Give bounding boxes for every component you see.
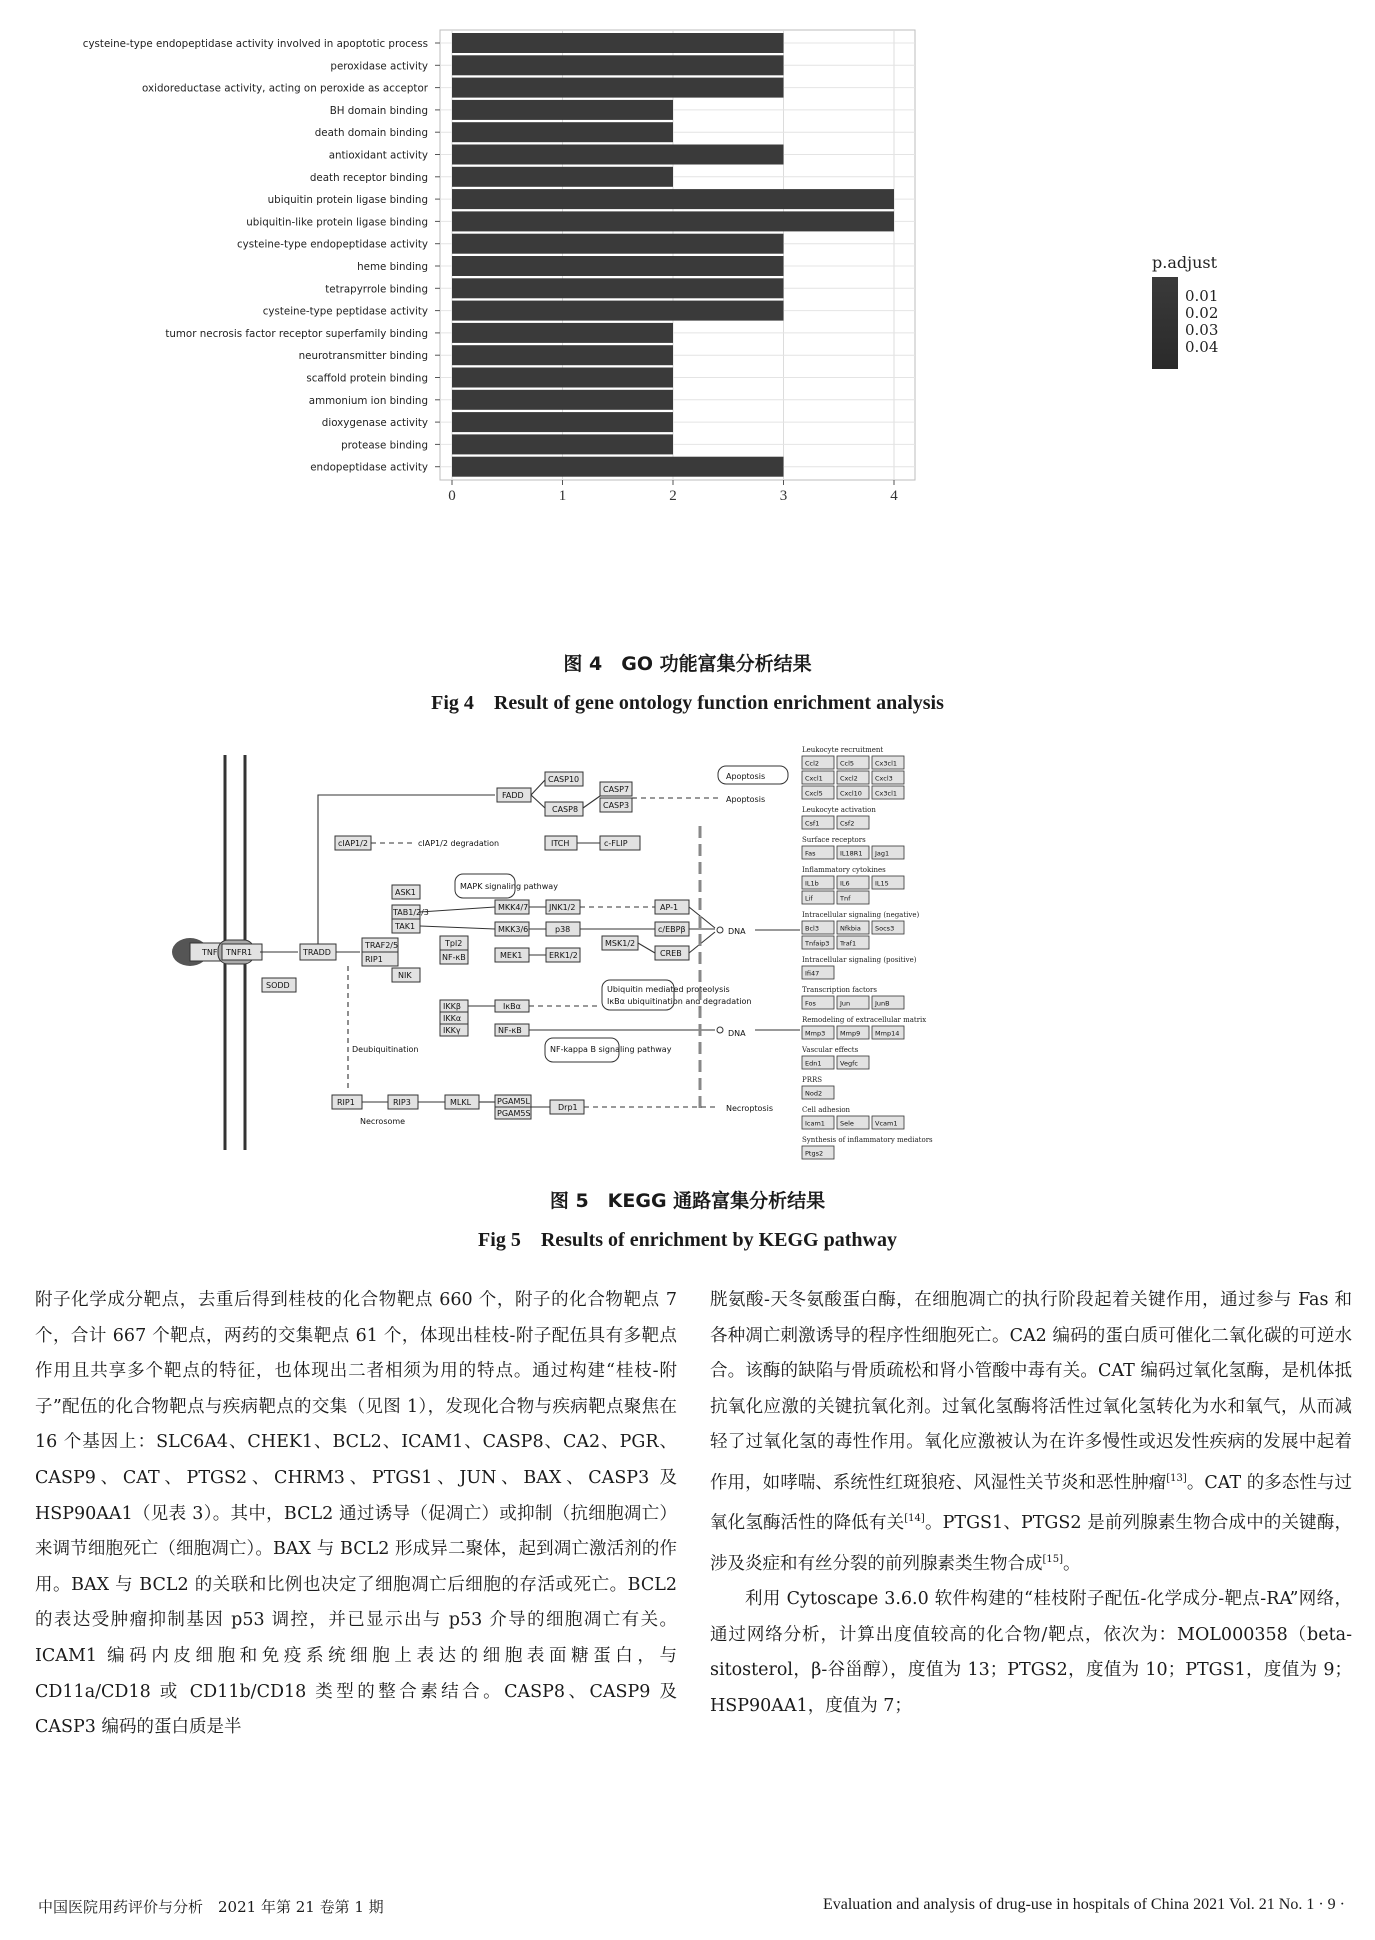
- gene-label: Mmp14: [875, 1029, 900, 1038]
- bar: [452, 323, 673, 343]
- para1-text-b: 。CAT 的多态性与过氧化氢酶活性的降低有关: [710, 1472, 1352, 1534]
- side-section-title: PRRS: [802, 1076, 823, 1084]
- node-ap1-label: AP-1: [660, 903, 679, 912]
- node-jnk-label: JNK1/2: [549, 903, 576, 912]
- gene-label: Tnf: [840, 894, 851, 903]
- node-rip1-label: RIP1: [365, 955, 383, 964]
- side-section-title: Surface receptors: [802, 836, 866, 844]
- bar: [452, 78, 784, 98]
- category-label: protease binding: [341, 439, 428, 452]
- node-tradd-label: TRADD: [303, 948, 331, 957]
- ciap-degradation-label: cIAP1/2 degradation: [418, 839, 500, 848]
- node-itch-label: ITCH: [551, 839, 570, 848]
- gene-label: Sele: [840, 1119, 854, 1128]
- gene-label: Csf2: [840, 819, 855, 828]
- node-msk-label: MSK1/2: [605, 939, 636, 948]
- left-column-text: 附子化学成分靶点，去重后得到桂枝的化合物靶点 660 个，附子的化合物靶点 7 个，合计 667 个靶点，两药的交集靶点 61 个，体现出桂枝-附子配伍具有多靶点作用且共享多个靶点的特征，也体现出二者相须为用的特点。通过构建“桂枝-附子”配伍的化合物靶点与疾病靶点的交集（见图 1），发现化合物与疾病靶点聚焦在 16 个基因上：SLC6A4、CHEK1、BCL2、ICAM1、CASP8、CA2、PGR、CASP9、CAT、PTGS2、CHRM3、PTGS1、JUN、BAX、CASP3 及 HSP90AA1（见表 3）。其中，BCL2 通过诱导（促凋亡）或抑制（抗细胞凋亡）来调节细胞死亡（细胞凋亡）。BAX 与 BCL2 形成异二聚体，起到凋亡激活剂的作用。BAX 与 BCL2 的关联和比例也决定了细胞凋亡后细胞的存活或死亡。BCL2 的表达受肿瘤抑制基因 p53 调控，并已显示出与 p53 介导的细胞凋亡有关。ICAM1 编码内皮细胞和免疫系统细胞上表达的细胞表面糖蛋白，与 CD11a/CD18 或 CD11b/CD18 类型的整合素结合。CASP8、CASP9 及 CASP3 编码的蛋白质是半: [35, 1290, 677, 1738]
- node-nfkb1-label: NF-κB: [442, 953, 466, 962]
- category-label: neurotransmitter binding: [298, 350, 428, 363]
- category-label: oxidoreductase activity, acting on peroxide as acceptor: [142, 82, 428, 95]
- side-section-title: Leukocyte recruitment: [802, 746, 884, 754]
- node-nfkb2-label: NF-κB: [498, 1026, 522, 1035]
- gene-label: Ccl5: [840, 759, 855, 768]
- bar: [452, 278, 784, 298]
- bar: [452, 167, 673, 187]
- gene-label: Cx3cl1: [875, 759, 898, 768]
- para1-text-c: 。PTGS1、PTGS2 是前列腺素生物合成中的关键酶，涉及炎症和有丝分裂的前列腺素类生物合成: [710, 1513, 1352, 1574]
- node-tnfr1-label: TNFR1: [226, 948, 253, 957]
- gene-label: JunB: [875, 999, 890, 1008]
- node-sodd-label: SODD: [266, 981, 290, 990]
- category-label: ubiquitin-like protein ligase binding: [246, 216, 428, 229]
- node-casp7-label: CASP7: [603, 785, 630, 794]
- node-rip3-label: RIP3: [393, 1098, 411, 1107]
- side-section-title: Leukocyte activation: [802, 806, 876, 814]
- bar: [452, 390, 673, 410]
- footer-journal-cn: 中国医院用药评价与分析 2021 年第 21 卷第 1 期: [38, 1898, 384, 1916]
- category-label: heme binding: [357, 261, 428, 273]
- category-label: peroxidase activity: [330, 60, 428, 73]
- gene-label: Cxcl10: [840, 789, 862, 798]
- gene-label: Mmp9: [840, 1029, 861, 1038]
- category-label: tetrapyrrole binding: [325, 283, 428, 296]
- bar: [452, 122, 673, 142]
- legend-tick-label: 0.01: [1185, 287, 1219, 305]
- node-mkk47-label: MKK4/7: [498, 903, 529, 912]
- side-section-title: Cell adhesion: [802, 1106, 851, 1114]
- node-pgam-label: PGAM5L: [497, 1097, 530, 1106]
- bar: [452, 256, 784, 276]
- legend-tick-label: 0.02: [1185, 304, 1219, 322]
- gene-label: Vcam1: [875, 1119, 898, 1128]
- apoptosis-label: Apoptosis: [726, 795, 766, 804]
- gene-label: Cxcl3: [875, 774, 893, 783]
- gene-label: Vegfc: [840, 1059, 858, 1068]
- side-section-title: Synthesis of inflammatory mediators: [802, 1136, 933, 1144]
- node-mkk36-label: MKK3/6: [498, 925, 529, 934]
- gene-label: Mmp3: [805, 1029, 826, 1038]
- category-label: death domain binding: [314, 127, 428, 140]
- go-bar-chart: [0, 0, 1375, 625]
- node-creb-label: CREB: [660, 949, 682, 958]
- node-tnf-label: TNF: [202, 948, 218, 957]
- bar: [452, 368, 673, 388]
- node-pgam2-label: PGAM5S: [497, 1109, 531, 1118]
- bar: [452, 345, 673, 365]
- ikba-degradation-label: IκBα ubiquitination and degradation: [607, 997, 752, 1006]
- node-p38-label: p38: [555, 925, 571, 934]
- node-fadd-label: FADD: [502, 791, 524, 800]
- fig5-caption-en: Fig 5 Results of enrichment by KEGG pathway: [478, 1229, 897, 1251]
- bar: [452, 457, 784, 477]
- necroptosis-label: Necroptosis: [726, 1104, 773, 1113]
- bar: [452, 301, 784, 321]
- gene-label: Ifi47: [805, 969, 820, 978]
- node-ikky-label: IKKγ: [443, 1026, 461, 1035]
- gene-label: Ptgs2: [805, 1149, 824, 1158]
- category-label: antioxidant activity: [328, 149, 428, 162]
- category-label: cysteine-type endopeptidase activity involved in apoptotic process: [82, 38, 428, 50]
- bar: [452, 211, 894, 231]
- gene-label: Cxcl5: [805, 789, 823, 798]
- side-section-title: Remodeling of extracellular matrix: [802, 1016, 927, 1024]
- x-tick-label: 1: [558, 488, 567, 504]
- left-column: [35, 1283, 677, 1746]
- bar: [452, 434, 673, 454]
- node-ciap-label: cIAP1/2: [338, 839, 368, 848]
- node-ikba-label: IκBα: [503, 1002, 521, 1011]
- gene-label: Ccl2: [805, 759, 820, 768]
- node-rip1b-label: RIP1: [337, 1098, 355, 1107]
- node-ikka-label: IKKα: [443, 1014, 462, 1023]
- fig4-caption-en: Fig 4 Result of gene ontology function enrichment analysis: [431, 692, 944, 714]
- x-tick-label: 4: [890, 488, 898, 504]
- chart-legend: [1152, 253, 1218, 369]
- node-casp3-label: CASP3: [603, 801, 630, 810]
- gene-label: Nfkbia: [840, 924, 861, 933]
- deubiquitination-label: Deubiquitination: [352, 1045, 419, 1054]
- gene-label: Fas: [805, 849, 816, 858]
- category-label: ubiquitin protein ligase binding: [267, 194, 428, 207]
- bar: [452, 234, 784, 254]
- category-labels: [83, 38, 429, 474]
- dna-label-2: DNA: [728, 1029, 746, 1038]
- bar: [452, 55, 784, 75]
- para1-text-a: 胱氨酸-天冬氨酸蛋白酶，在细胞凋亡的执行阶段起着关键作用，通过参与 Fas 和各种凋亡刺激诱导的程序性细胞死亡。CA2 编码的蛋白质可催化二氧化碳的可逆水合。该酶的缺陷与骨质疏松和肾小管酸中毒有关。CAT 编码过氧化氢酶，是机体抵抗氧化应激的关键抗氧化剂。过氧化氢酶将活性过氧化氢转化为水和氧气，从而减轻了过氧化氢的毒性作用。氧化应激被认为在许多慢性或迟发性疾病的发展中起着作用，如哮喘、系统性红斑狼疮、风湿性关节炎和恶性肿瘤: [710, 1290, 1352, 1493]
- node-drp1-label: Drp1: [558, 1103, 578, 1112]
- nfkb-pathway-label: NF-kappa B signaling pathway: [550, 1045, 672, 1054]
- category-label: tumor necrosis factor receptor superfamily binding: [165, 327, 428, 340]
- right-column-para-1: [710, 1283, 1352, 1582]
- gene-label: IL1b: [805, 879, 819, 888]
- bar: [452, 412, 673, 432]
- gene-label: IL6: [840, 879, 850, 888]
- category-label: BH domain binding: [329, 104, 428, 117]
- side-section-title: Intracellular signaling (negative): [802, 911, 920, 919]
- gene-label: Cxcl2: [840, 774, 858, 783]
- node-tab-label: TAB1/2/3: [393, 908, 429, 917]
- apoptosis-box-label: Apoptosis: [726, 772, 766, 781]
- bar: [452, 100, 673, 120]
- dna-label-1: DNA: [728, 927, 746, 936]
- category-label: dioxygenase activity: [321, 417, 428, 430]
- gene-label: IL15: [875, 879, 889, 888]
- gene-label: Fos: [805, 999, 816, 1008]
- gene-label: Edn1: [805, 1059, 822, 1068]
- ref-15: [15]: [1042, 1553, 1064, 1565]
- fig4-caption-cn: 图 4 GO 功能富集分析结果: [563, 653, 812, 675]
- gene-label: Jun: [840, 999, 851, 1008]
- node-ask1-label: ASK1: [395, 888, 416, 897]
- gene-label: Cxcl1: [805, 774, 823, 783]
- kegg-pathway-diagram: [170, 740, 1210, 1160]
- x-tick-label: 3: [779, 488, 788, 504]
- gene-label: Nod2: [805, 1089, 823, 1098]
- gene-label: Csf1: [805, 819, 820, 828]
- node-mek1-label: MEK1: [500, 951, 523, 960]
- node-nik-label: NIK: [398, 971, 412, 980]
- legend-colorbar: [1152, 277, 1178, 369]
- category-label: ammonium ion binding: [308, 394, 428, 407]
- category-label: endopeptidase activity: [310, 461, 428, 474]
- category-label: cysteine-type endopeptidase activity: [237, 238, 428, 251]
- mapk-box-label: MAPK signaling pathway: [460, 882, 558, 891]
- node-casp8-label: CASP8: [552, 805, 579, 814]
- ref-13: [13]: [1166, 1472, 1187, 1484]
- legend-title: p.adjust: [1152, 253, 1218, 272]
- para1-text-d: 。: [1063, 1553, 1081, 1574]
- necrosome-label: Necrosome: [360, 1117, 406, 1126]
- category-label: death receptor binding: [309, 171, 428, 184]
- gene-label: Tnfaip3: [805, 939, 830, 948]
- x-tick-label: 2: [669, 488, 677, 504]
- ref-14: [14]: [904, 1513, 925, 1525]
- gene-label: Jag1: [875, 849, 890, 858]
- node-erk-label: ERK1/2: [549, 951, 578, 960]
- gene-label: Lif: [805, 894, 813, 903]
- gene-label: Socs3: [875, 924, 895, 933]
- node-cflip-label: c-FLIP: [604, 839, 628, 848]
- legend-ticks: [1178, 287, 1218, 356]
- bar: [452, 33, 784, 53]
- gene-label: IL18R1: [840, 849, 863, 858]
- node-tak1-label: TAK1: [395, 922, 416, 931]
- category-label: cysteine-type peptidase activity: [262, 305, 428, 318]
- node-tpl2-label: Tpl2: [445, 939, 463, 948]
- legend-tick-label: 0.04: [1185, 338, 1219, 356]
- bar: [452, 189, 894, 209]
- right-column: [710, 1283, 1352, 1725]
- fig5-caption-cn: 图 5 KEGG 通路富集分析结果: [549, 1190, 826, 1212]
- node-traf2-label: TRAF2/5: [365, 941, 399, 950]
- kegg-side-panel: [801, 746, 933, 1159]
- bar: [452, 145, 784, 165]
- node-cebp-label: c/EBPβ: [658, 925, 686, 934]
- legend-tick-label: 0.03: [1185, 321, 1219, 339]
- gene-label: Cx3cl1: [875, 789, 898, 798]
- x-tick-label: 0: [448, 488, 456, 504]
- category-label: scaffold protein binding: [306, 372, 428, 385]
- gene-label: Bcl3: [805, 924, 819, 933]
- side-section-title: Inflammatory cytokines: [802, 866, 886, 874]
- footer-journal-en: Evaluation and analysis of drug-use in hospitals of China 2021 Vol. 21 No. 1 · 9 ·: [822, 1896, 1345, 1913]
- side-section-title: Transcription factors: [802, 986, 877, 994]
- node-ikkb-label: IKKβ: [443, 1002, 461, 1011]
- x-tick-labels: [448, 488, 898, 504]
- gene-label: Icam1: [805, 1119, 825, 1128]
- node-casp10-label: CASP10: [548, 775, 580, 784]
- side-section-title: Intracellular signaling (positive): [802, 956, 917, 964]
- gene-label: Traf1: [840, 939, 857, 948]
- ubiquitin-box-label: Ubiquitin mediated proteolysis: [607, 985, 730, 994]
- right-column-para-2: 利用 Cytoscape 3.6.0 软件构建的“桂枝附子配伍-化学成分-靶点-RA”网络，通过网络分析，计算出度值较高的化合物/靶点，依次为：MOL000358（beta-sitosterol，β-谷甾醇），度值为 13；PTGS2，度值为 10；PTGS1，度值为 9；HSP90AA1，度值为 7；: [710, 1589, 1352, 1717]
- side-section-title: Vascular effects: [802, 1046, 859, 1054]
- node-mlkl-label: MLKL: [450, 1098, 472, 1107]
